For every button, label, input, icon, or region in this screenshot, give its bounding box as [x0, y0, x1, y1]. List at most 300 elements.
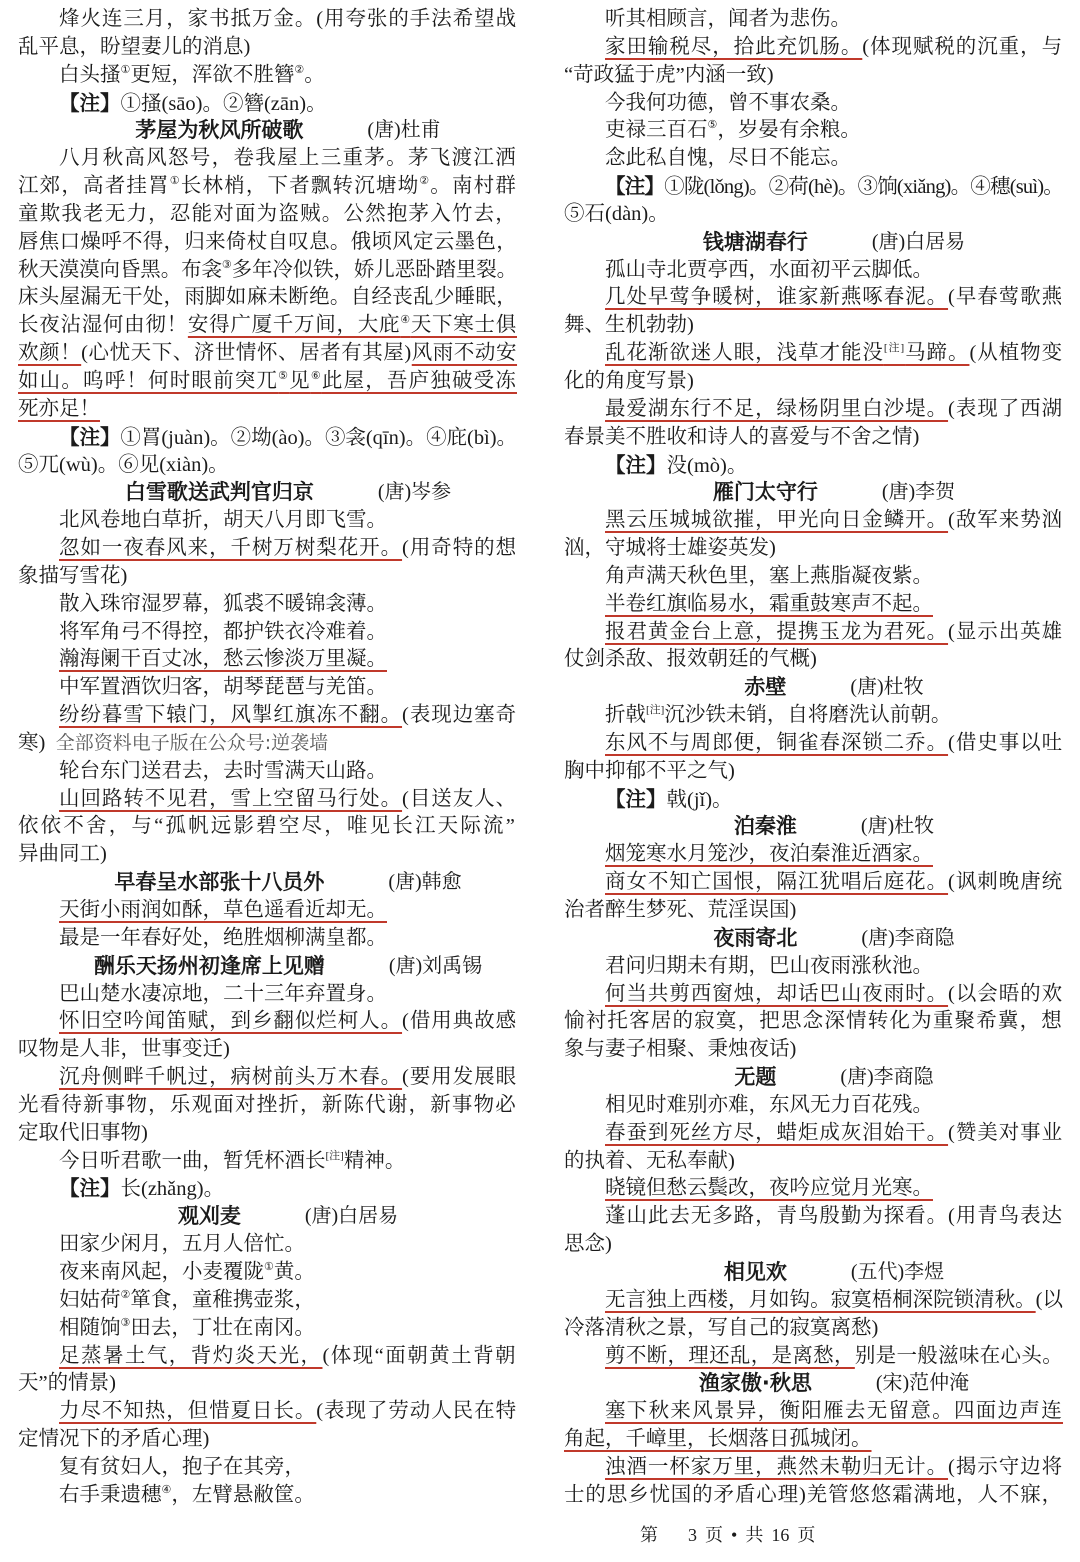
- text-run: 散入珠帘湿罗幕，狐裘不暖锦衾薄。: [59, 592, 387, 615]
- text-line: [18, 619, 518, 647]
- text-run: 北风卷地白草折，胡天八月即飞雪。: [59, 509, 387, 532]
- underlined-text: 晓镜但愁云鬓改，夜吟应觉月光寒。: [605, 1177, 933, 1200]
- line-text: [59, 702, 517, 730]
- line-text: [18, 229, 517, 257]
- line-text: [605, 841, 933, 869]
- poem-title-line: [18, 953, 518, 981]
- poem-author: (唐)韩愈: [388, 871, 462, 894]
- poem-title-line: [18, 1203, 518, 1231]
- text-run: 象描写雪花): [18, 564, 128, 587]
- text-line: [564, 869, 1064, 897]
- left-column: [18, 6, 518, 1510]
- underlined-text: 安得广厦千万间，大庇: [187, 314, 401, 337]
- text-line: [564, 312, 1064, 340]
- line-text: [605, 563, 933, 591]
- text-run: (用奇特的想: [402, 537, 518, 560]
- line-text: [18, 1370, 116, 1398]
- annotation-line: [18, 90, 518, 118]
- text-run: ①罥(juàn)。②坳(ào)。③衾(qīn)。④庇(bì)。: [120, 426, 517, 449]
- annotation-line: [564, 452, 1064, 480]
- text-run: 舞、生机勃勃): [564, 314, 694, 337]
- note-label: 【注】: [59, 424, 121, 449]
- underlined-passage: [59, 1400, 316, 1422]
- text-line: [18, 201, 518, 229]
- text-run: 田去，丁壮在南冈。: [130, 1316, 315, 1339]
- line-text: [59, 1148, 405, 1176]
- text-line: [564, 1008, 1064, 1036]
- text-line: [564, 34, 1064, 62]
- line-text: [59, 897, 387, 925]
- text-run: 天”的情景): [18, 1372, 116, 1395]
- text-line: [18, 1092, 518, 1120]
- underlined-text: 足蒸暑土气，背灼炎天光，: [59, 1344, 323, 1367]
- underlined-passage: [605, 398, 948, 420]
- underlined-passage: [412, 342, 517, 364]
- poem-author: (唐)杜牧: [860, 815, 935, 838]
- footnote-marker: ①: [169, 175, 181, 188]
- text-run: 听其相顾言，闻者为悲伤。: [605, 8, 851, 30]
- text-run: ，岁晏有余粮。: [717, 119, 861, 142]
- line-text: [59, 1064, 517, 1092]
- text-line: [564, 563, 1064, 591]
- poem-title-line: [564, 925, 1064, 953]
- poem-title-line: [564, 674, 1064, 702]
- line-text: [605, 1175, 933, 1203]
- text-line: [564, 424, 1064, 452]
- poem-author: (唐)刘禹锡: [388, 954, 483, 977]
- underlined-text: 无言独上西楼，月如钩。寂寞梧桐深院锁清秋。: [605, 1288, 1036, 1311]
- text-run: 精神。: [343, 1149, 406, 1172]
- text-line: [18, 674, 518, 702]
- line-text: [605, 591, 933, 619]
- text-run: 没(mò)。: [666, 454, 748, 477]
- text-line: [18, 981, 518, 1009]
- poem-title: 酬乐天扬州初逢席上见赠: [93, 953, 325, 978]
- text-run: 轮台东门送君去，去时雪满天山路。: [59, 759, 387, 782]
- line-text: [59, 145, 517, 173]
- line-text: [18, 396, 100, 424]
- poem-author: (唐)李贺: [881, 481, 956, 504]
- text-run: 中军置酒饮归客，胡琴琵琶与羌笛。: [59, 676, 387, 699]
- text-line: [18, 1231, 518, 1259]
- underlined-passage: [605, 983, 948, 1005]
- text-line: [18, 62, 518, 90]
- underlined-text: 怀旧空吟闻笛赋，到乡翻似烂柯人。: [59, 1010, 403, 1033]
- line-text: [59, 1175, 224, 1203]
- underlined-passage: [59, 788, 402, 810]
- line-text: [605, 173, 1063, 201]
- text-run: (表现了西湖: [948, 397, 1064, 420]
- text-run: ⑤兀(wù)。⑥见(xiàn)。: [18, 453, 229, 476]
- note-label: 【注】: [605, 452, 667, 477]
- footnote-marker: ④: [161, 1483, 172, 1496]
- line-text: [564, 1148, 735, 1176]
- text-line: [18, 452, 518, 480]
- underlined-passage: [59, 537, 402, 559]
- poem-title-line: [564, 479, 1064, 507]
- line-text: [59, 758, 387, 786]
- text-run: 愉衬托客居的寂寞，把思念深情转化为重聚希冀，想: [564, 1010, 1064, 1033]
- poem-title-line: [564, 1370, 1064, 1398]
- text-line: [564, 591, 1064, 619]
- text-run: 君问归期未有期，巴山夜雨涨秋池。: [605, 954, 933, 977]
- text-line: [18, 1343, 518, 1371]
- page-word: 页: [705, 1525, 723, 1545]
- underlined-passage: [18, 398, 100, 420]
- text-line: [564, 841, 1064, 869]
- text-line: [18, 786, 518, 814]
- total-page-word: 页: [797, 1525, 816, 1545]
- text-run: 巴山楚水凄凉地，二十三年弃置身。: [59, 982, 387, 1005]
- poem-author: (唐)白居易: [304, 1205, 399, 1228]
- text-run: 床头屋漏无干处，雨脚如麻未断绝。自经丧乱少睡眠，: [18, 286, 518, 309]
- footnote-marker: ④: [400, 314, 411, 327]
- line-text: [18, 201, 517, 229]
- annotation-line: [18, 1175, 518, 1203]
- text-line: [18, 702, 518, 730]
- line-text: [18, 1092, 517, 1120]
- line-text: [564, 535, 776, 563]
- line-text: [564, 368, 694, 396]
- text-line: [18, 1482, 518, 1510]
- text-line: [564, 1454, 1064, 1482]
- text-run: (显示出英雄: [948, 620, 1064, 643]
- text-run: 叹物是人非，世事变迁): [18, 1038, 230, 1061]
- underlined-text: 春蚕到死丝方尽，蜡炬成灰泪始干。: [605, 1121, 949, 1144]
- text-line: [564, 619, 1064, 647]
- poem-title-line: [564, 813, 1064, 841]
- text-line: [18, 6, 518, 34]
- underlined-passage: [605, 1122, 948, 1144]
- text-run: 依依不舍，与“孤帆远影碧空尽，唯见长江天际流”: [18, 815, 517, 838]
- text-run: 田家少闲月，五月人倍忙。: [59, 1233, 305, 1256]
- footnote-marker: ②: [294, 63, 305, 76]
- underlined-text: 家田输税尽，拾此充饥肠。: [605, 35, 863, 58]
- underlined-passage: [605, 593, 933, 615]
- line-text: [605, 1287, 1063, 1315]
- line-text: [59, 6, 517, 34]
- underlined-passage: [59, 648, 387, 670]
- text-run: 今日听君歌一曲，暂凭杯酒长: [59, 1149, 326, 1172]
- text-run: (体现“面朝黄土背朝: [322, 1344, 517, 1367]
- text-run: 治者醉生梦死、荒淫误国): [564, 899, 797, 921]
- footnote-marker: ⑥: [310, 369, 322, 382]
- poem-author: (宋)范仲淹: [875, 1372, 970, 1395]
- annotation-line: [18, 424, 518, 452]
- underlined-text: 几处早莺争暖树，谁家新燕啄春泥。: [605, 286, 949, 309]
- text-line: [18, 1426, 518, 1454]
- text-run: 最是一年春好处，绝胜烟柳满皇都。: [59, 926, 387, 949]
- poem-author: (唐)杜牧: [850, 676, 924, 699]
- underlined-text: 角起，千嶂里，长烟落日孤城闭。: [564, 1428, 872, 1451]
- line-text: [605, 452, 747, 480]
- text-run: 夜来南风起，小麦覆陇: [59, 1260, 264, 1283]
- text-run: 长林梢，下者飘转沉塘坳: [180, 175, 420, 198]
- line-text: [18, 452, 229, 480]
- underlined-text: 半卷红旗临易水，霜重鼓寒声不起。: [605, 592, 933, 615]
- text-line: [18, 257, 518, 285]
- text-run: 长(zhǎng)。: [120, 1178, 225, 1201]
- underlined-passage: [18, 370, 517, 392]
- poem-title: 白雪歌送武判官归京: [124, 480, 314, 505]
- poem-author: (五代)李煜: [850, 1260, 945, 1283]
- text-run: (以: [1035, 1288, 1063, 1311]
- total-pages-number: 16: [771, 1525, 790, 1545]
- underlined-passage: [605, 1289, 1036, 1311]
- text-line: [564, 897, 1064, 925]
- text-run: 念此私自愧，尽日不能忘。: [605, 147, 851, 170]
- line-text: [59, 535, 517, 563]
- text-run: 乱平息，盼望妻儿的消息): [18, 35, 251, 58]
- text-line: [18, 507, 518, 535]
- line-text: [564, 312, 694, 340]
- line-text: [605, 953, 933, 981]
- text-line: [564, 1482, 1064, 1510]
- note-label: 【注】: [59, 1176, 121, 1201]
- text-line: [18, 925, 518, 953]
- underlined-text: 何当共剪西窗烛，却话巴山夜雨时。: [605, 982, 949, 1005]
- line-text: [605, 340, 1063, 368]
- text-line: [564, 62, 1064, 90]
- line-text: [18, 257, 517, 285]
- line-text: [605, 396, 1063, 424]
- line-text: [18, 1036, 230, 1064]
- underlined-text: 山回路转不见君，雪上空留马行处。: [59, 787, 403, 810]
- total-label-prefix: 共: [745, 1525, 764, 1545]
- line-text: [564, 201, 669, 229]
- text-line: [18, 730, 518, 758]
- underlined-passage: [605, 1400, 1063, 1422]
- underlined-text: 东风不与周郎便，铜雀春深锁二乔。: [605, 731, 949, 754]
- underlined-passage: [59, 1345, 322, 1367]
- page-footer: [640, 1522, 815, 1548]
- footer-separator: •: [731, 1525, 738, 1545]
- text-line: [564, 953, 1064, 981]
- line-text: [605, 1343, 1063, 1371]
- underlined-passage: [59, 1010, 402, 1032]
- text-run: ，左臂悬敝筐。: [171, 1483, 315, 1506]
- text-line: [18, 173, 518, 201]
- text-line: [564, 284, 1064, 312]
- text-run: 冷落清秋之景，写自己的寂寞离愁): [564, 1316, 879, 1339]
- text-run: 相见时难别亦难，东风无力百花残。: [605, 1093, 933, 1116]
- line-text: [59, 1008, 517, 1036]
- line-text: [59, 1454, 305, 1482]
- text-run: ⑤石(dàn)。: [564, 202, 669, 225]
- line-text: [564, 1008, 1063, 1036]
- underlined-passage: [605, 1177, 933, 1199]
- text-run: (要用发展眼: [402, 1066, 518, 1089]
- text-run: 八月秋高风怒号，卷我屋上三重茅。茅飞渡江洒: [59, 147, 518, 170]
- text-run: 妇姑荷: [59, 1288, 121, 1311]
- underlined-text: 天街小雨润如酥，草色遥看近却无。: [59, 899, 387, 921]
- text-line: [564, 535, 1064, 563]
- text-run: 复有贫妇人，抱子在其旁，: [59, 1455, 305, 1478]
- text-run: 沉沙铁未销，自将磨洗认前朝。: [664, 704, 952, 727]
- underlined-text: 风雨不动安: [411, 342, 518, 365]
- text-run: 象与妻子相聚、秉烛夜话): [564, 1038, 797, 1061]
- underlined-text: 见: [289, 369, 311, 392]
- line-text: [605, 117, 861, 145]
- text-run: 多年冷似铁，娇儿恶卧踏里裂。: [231, 258, 517, 281]
- text-run: 定取代旧事物): [18, 1121, 148, 1144]
- text-run: 黄。: [273, 1260, 315, 1283]
- note-label: 【注】: [59, 90, 121, 115]
- text-line: [18, 396, 518, 424]
- text-run: (早春莺歌燕: [948, 286, 1064, 309]
- line-text: [18, 368, 517, 396]
- poem-title: 无题: [734, 1065, 777, 1090]
- annotation-line: [564, 786, 1064, 814]
- text-run: 的执着、无私奉献): [564, 1149, 735, 1172]
- underlined-text: 此屋，吾庐独破受冻: [321, 369, 517, 392]
- line-text: [59, 62, 325, 90]
- poem-title: 夜雨寄北: [713, 925, 798, 950]
- text-run: (从植物变: [969, 342, 1064, 365]
- underlined-passage: [59, 704, 402, 726]
- text-line: [564, 702, 1064, 730]
- text-run: 春景美不胜收和诗人的喜爱与不舍之情): [564, 425, 920, 448]
- footnote-marker: [注]: [325, 1149, 344, 1162]
- text-line: [18, 340, 518, 368]
- underlined-text: 剪不断，理还乱，是离愁，: [605, 1344, 855, 1367]
- text-run: 右手秉遗穗: [59, 1483, 162, 1506]
- text-line: [564, 1036, 1064, 1064]
- underlined-text: 忽如一夜春风来，千树万树梨花开。: [59, 537, 403, 560]
- poem-title: 相见欢: [723, 1259, 787, 1284]
- text-line: [564, 117, 1064, 145]
- text-line: [18, 1315, 518, 1343]
- text-line: [18, 758, 518, 786]
- line-text: [59, 90, 327, 118]
- line-text: [564, 1231, 612, 1259]
- watermark-text: 全部资料电子版在公众号:逆袭墙: [55, 731, 329, 754]
- line-text: [59, 1315, 315, 1343]
- line-text: [18, 841, 107, 869]
- line-text: [18, 563, 127, 591]
- underlined-text: 黑云压城城欲摧，甲光向日金鳞开。: [605, 509, 949, 532]
- underlined-text: 纷纷暮雪下辕门，风掣红旗冻不翻。: [59, 704, 403, 727]
- text-run: 。南村群: [430, 175, 518, 198]
- underlined-passage: [59, 899, 387, 921]
- text-run: (体现赋税的沉重，与: [862, 35, 1064, 58]
- line-text: [605, 786, 733, 814]
- text-line: [564, 1203, 1064, 1231]
- text-run: 烽火连三月，家书抵万金。(用夸张的手法希望战: [59, 8, 518, 30]
- text-run: 秋天漠漠向昏黑。布衾: [18, 258, 222, 281]
- poem-title-line: [564, 1259, 1064, 1287]
- text-run: (以会晤的欢: [948, 982, 1064, 1005]
- footnote-marker: [注]: [646, 704, 665, 717]
- text-run: (借用典故感: [402, 1010, 518, 1033]
- line-text: [564, 646, 817, 674]
- text-line: [18, 1259, 518, 1287]
- text-run: (表现边塞奇: [402, 704, 518, 727]
- line-text: [18, 34, 250, 62]
- underlined-text: 烟笼寒水月笼沙，夜泊秦淮近酒家。: [605, 843, 933, 866]
- line-text: [605, 730, 1063, 758]
- line-text: [564, 1426, 872, 1454]
- poem-author: (唐)李商隐: [840, 1066, 934, 1089]
- text-run: 汹，守城将士雄姿英发): [564, 537, 776, 560]
- poem-author: (唐)李商隐: [861, 926, 955, 949]
- line-text: [605, 1092, 933, 1120]
- footnote-marker: ①: [120, 63, 131, 76]
- text-line: [564, 340, 1064, 368]
- poem-author: (唐)杜甫: [367, 119, 441, 142]
- text-run: 唇焦口燥呼不得，归来倚杖自叹息。俄顷风定云墨色，: [18, 230, 518, 253]
- underlined-text: 力尽不知热，但惜夏日长。: [59, 1400, 317, 1423]
- text-run: (心忧天下、济世情怀、居者有其屋): [81, 342, 412, 365]
- text-line: [564, 90, 1064, 118]
- text-run: 箪食，童稚携壶浆，: [130, 1288, 315, 1311]
- footnote-marker: [注]: [883, 342, 906, 355]
- text-line: [18, 841, 518, 869]
- line-text: [18, 173, 517, 201]
- line-text: [605, 90, 851, 118]
- text-line: [564, 730, 1064, 758]
- underlined-passage: [605, 509, 948, 531]
- text-run: 孤山寺北贾亭西，水面初平云脚低。: [605, 258, 933, 281]
- line-text: [59, 424, 517, 452]
- text-line: [564, 145, 1064, 173]
- line-text: [605, 869, 1063, 897]
- line-text: [18, 1120, 148, 1148]
- text-run: (目送友人、: [402, 787, 518, 810]
- text-line: [18, 312, 518, 340]
- text-line: [18, 1454, 518, 1482]
- underlined-passage: [188, 314, 517, 336]
- line-text: [605, 145, 851, 173]
- text-line: [18, 1036, 518, 1064]
- line-text: [605, 619, 1063, 647]
- footnote-marker: ②: [120, 1288, 131, 1301]
- line-text: [605, 34, 1063, 62]
- underlined-text: 塞下秋来风景异，衡阳雁去无留意。四面边声连: [605, 1400, 1064, 1423]
- text-line: [18, 535, 518, 563]
- underlined-passage: [59, 1066, 402, 1088]
- text-run: “苛政猛于虎”内涵一致): [564, 63, 774, 86]
- text-line: [564, 1287, 1064, 1315]
- poem-title-line: [18, 479, 518, 507]
- text-line: [564, 6, 1064, 34]
- text-line: [18, 1008, 518, 1036]
- line-text: [564, 1482, 1063, 1510]
- text-line: [18, 368, 518, 396]
- line-text: [605, 284, 1063, 312]
- line-text: [59, 1482, 315, 1510]
- line-text: [59, 591, 387, 619]
- text-run: 蓬山此去无多路，青鸟殷勤为探看。(用青鸟表达: [605, 1205, 1064, 1228]
- poem-author: (唐)岑参: [377, 481, 452, 504]
- note-label: 【注】: [605, 786, 667, 811]
- text-run: 长夜沾湿何由彻！: [18, 314, 188, 337]
- text-run: (借史事以吐: [948, 731, 1064, 754]
- underlined-passage: [18, 342, 81, 364]
- poem-title: 早春呈水部张十八员外: [114, 870, 325, 895]
- text-run: 。: [304, 63, 325, 86]
- line-text: [59, 1398, 517, 1426]
- poem-title: 茅屋为秋风所破歌: [135, 118, 304, 143]
- line-text: [564, 1315, 878, 1343]
- text-run: (赞美对事业: [948, 1121, 1064, 1144]
- poem-title-line: [18, 869, 518, 897]
- poem-author: (唐)白居易: [871, 230, 966, 253]
- text-run: 异曲同工): [18, 843, 107, 866]
- text-run: ①陇(lǒng)。②荷(hè)。③饷(xiǎng)。④穗(suì)。: [664, 176, 1064, 199]
- footnote-marker: ③: [120, 1316, 131, 1329]
- underlined-text: 浊酒一杯家万里，燕然未勒归无计。: [605, 1455, 949, 1478]
